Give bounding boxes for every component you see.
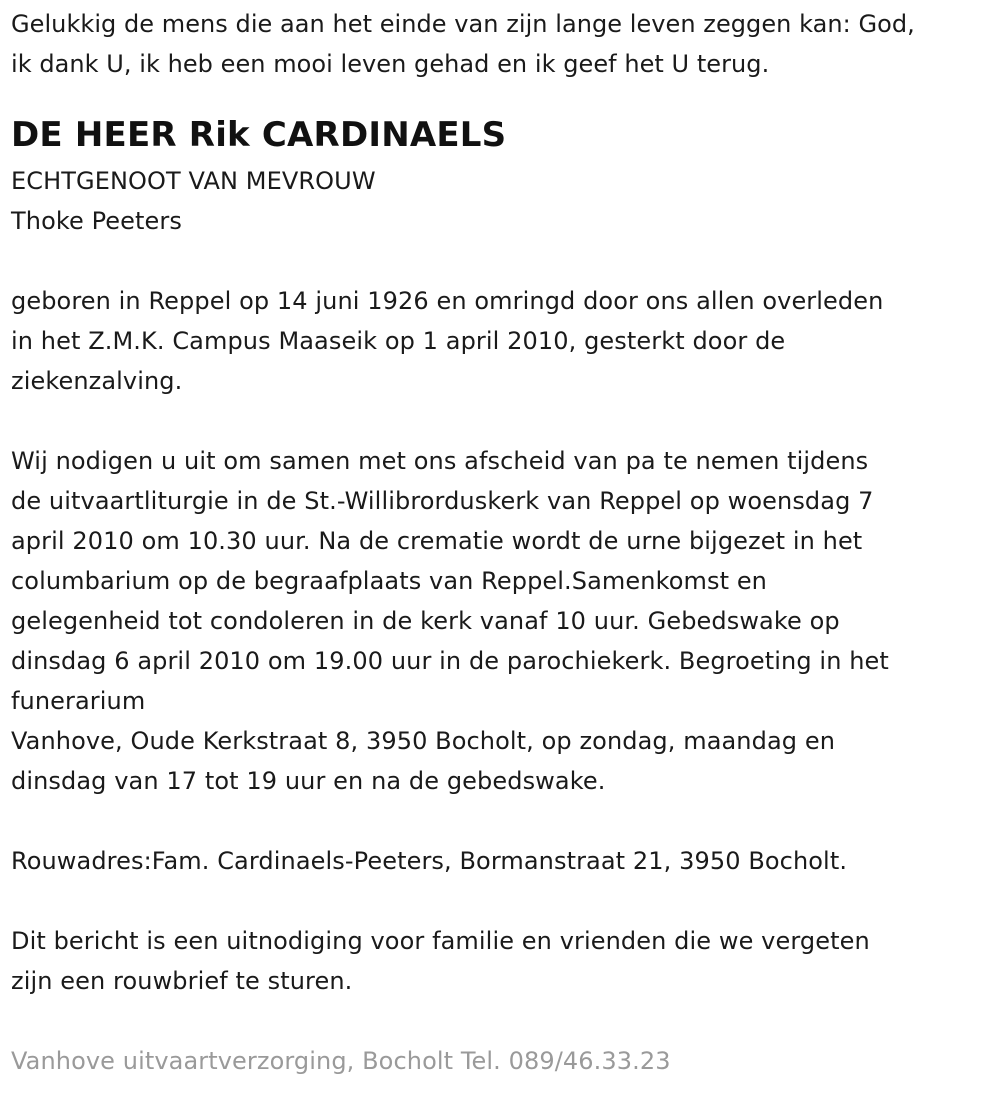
quote-line: ik dank U, ik heb een mooi leven gehad en ik geef het U terug.: [11, 50, 770, 78]
spouse-name: Thoke Peeters: [11, 207, 182, 235]
mourning-address: Rouwadres:Fam. Cardinaels-Peeters, Bormanstraat 21, 3950 Bocholt.: [11, 847, 848, 875]
spacer: [11, 401, 1000, 441]
spacer: [11, 881, 1000, 921]
notice-paragraph: [11, 921, 1000, 1001]
birth-death-paragraph: [11, 281, 1000, 401]
paragraph-line: columbarium op de begraafplaats van Reppel.Samenkomst en: [11, 567, 767, 595]
paragraph-line: ziekenzalving.: [11, 367, 183, 395]
paragraph-line: dinsdag 6 april 2010 om 19.00 uur in de parochiekerk. Begroeting in het: [11, 647, 889, 675]
spacer: [11, 801, 1000, 841]
funeral-home-footer: Vanhove uitvaartverzorging, Bocholt Tel. 089/46.33.23: [11, 1047, 671, 1075]
invitation-paragraph: [11, 441, 1000, 801]
paragraph-line: de uitvaartliturgie in de St.-Willibrorduskerk van Reppel op woensdag 7: [11, 487, 874, 515]
opening-quote: [11, 4, 1000, 84]
paragraph-line: Dit bericht is een uitnodiging voor familie en vrienden die we vergeten: [11, 927, 870, 955]
quote-line: Gelukkig de mens die aan het einde van zijn lange leven zeggen kan: God,: [11, 10, 915, 38]
paragraph-line: geboren in Reppel op 14 juni 1926 en omringd door ons allen overleden: [11, 287, 884, 315]
paragraph-line: zijn een rouwbrief te sturen.: [11, 967, 353, 995]
deceased-name: DE HEER Rik CARDINAELS: [11, 115, 507, 155]
paragraph-line: Vanhove, Oude Kerkstraat 8, 3950 Bocholt, op zondag, maandag en: [11, 727, 835, 755]
paragraph-line: in het Z.M.K. Campus Maaseik op 1 april 2010, gesterkt door de: [11, 327, 786, 355]
spacer: [11, 241, 1000, 281]
relation-label: ECHTGENOOT VAN MEVROUW: [11, 167, 376, 195]
paragraph-line: april 2010 om 10.30 uur. Na de crematie wordt de urne bijgezet in het: [11, 527, 863, 555]
spacer: [11, 1001, 1000, 1041]
paragraph-line: Wij nodigen u uit om samen met ons afscheid van pa te nemen tijdens: [11, 447, 869, 475]
paragraph-line: dinsdag van 17 tot 19 uur en na de gebedswake.: [11, 767, 606, 795]
paragraph-line: funerarium: [11, 687, 146, 715]
paragraph-line: gelegenheid tot condoleren in de kerk vanaf 10 uur. Gebedswake op: [11, 607, 840, 635]
